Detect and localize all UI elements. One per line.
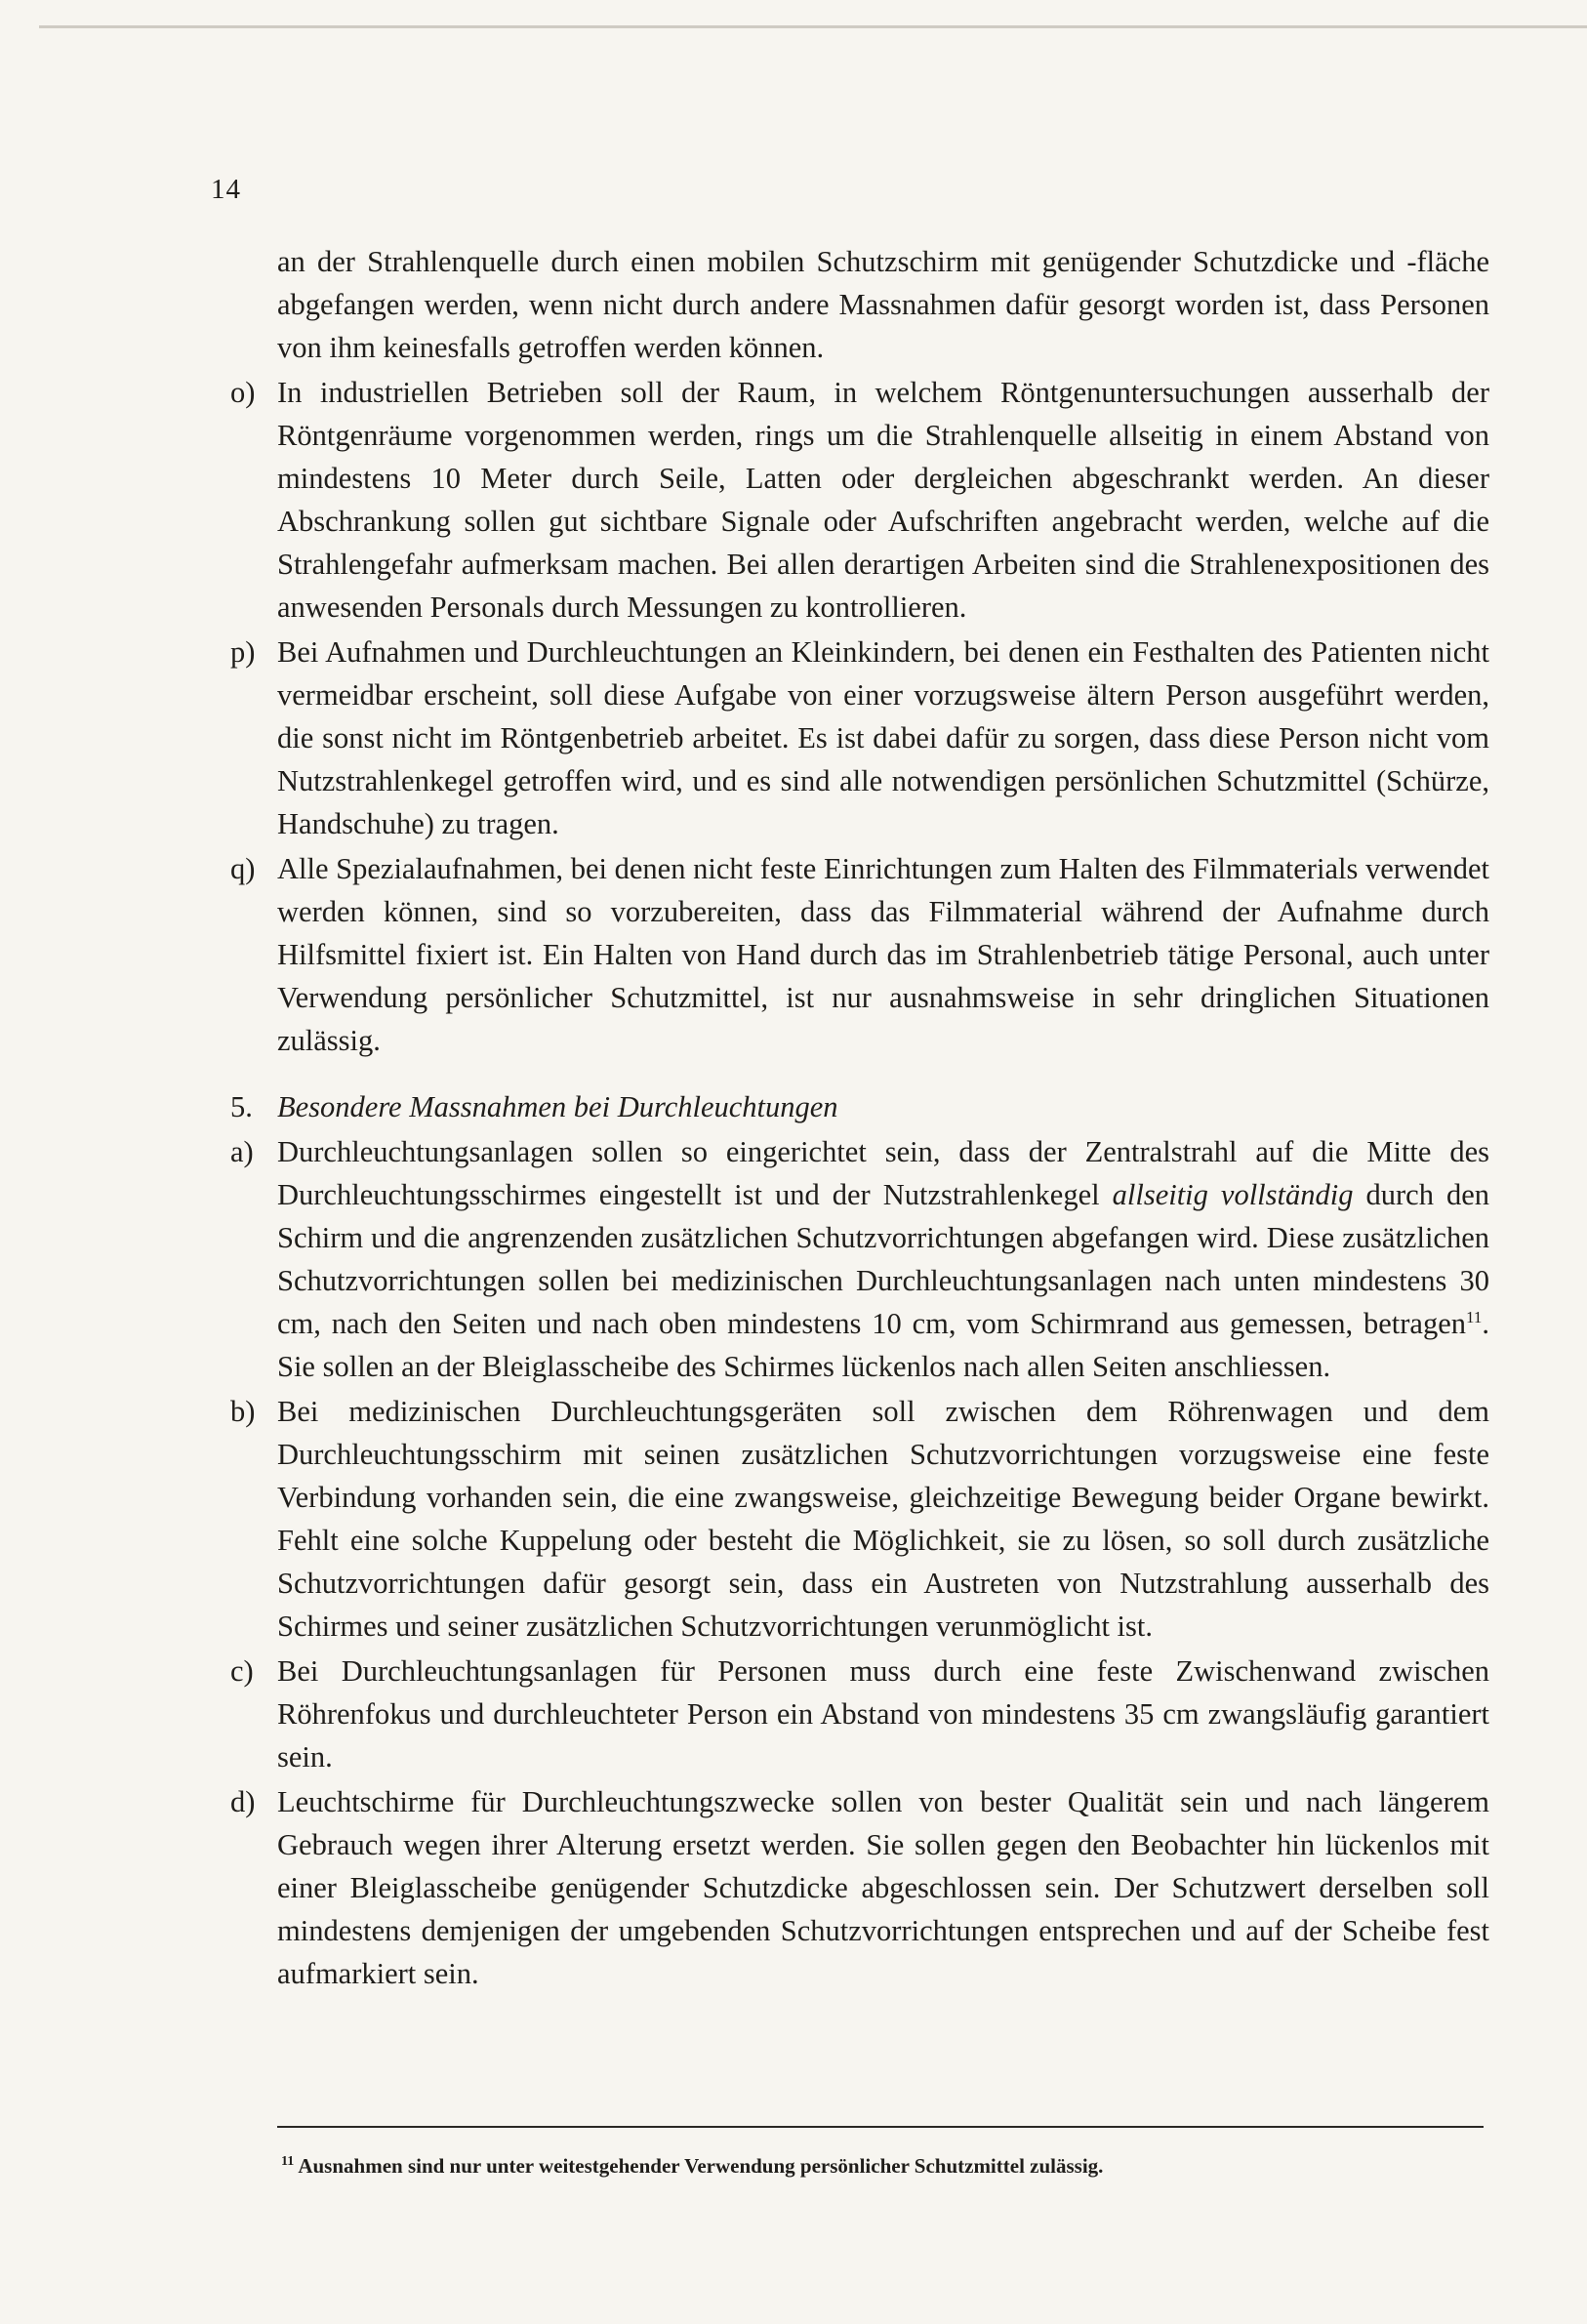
item-marker: p) xyxy=(230,635,256,669)
list-item-b xyxy=(230,1390,1489,1648)
footnote xyxy=(281,2151,1103,2181)
footnote-number: 11 xyxy=(281,2154,295,2169)
footnote-reference: 11 xyxy=(1466,1307,1483,1326)
list-item-c xyxy=(230,1650,1489,1778)
list-item-d xyxy=(230,1780,1489,1995)
top-edge-rule xyxy=(39,25,1587,28)
section-heading xyxy=(230,1085,1489,1128)
list-item-q xyxy=(230,847,1489,1062)
item-marker: q) xyxy=(230,852,256,885)
item-text-part: Durchleuchtungsanlagen sollen so eingerichtet sein, dass der Zentralstrahl auf die Mitte des Durchleuchtungsschirmes eingestellt ist und der Nutzstrahlenkegel xyxy=(277,1135,1489,1211)
item-text: Bei Durchleuchtungsanlagen für Personen muss durch eine feste Zwischenwand zwischen Röhrenfokus und durchleuchteter Person ein Abstand von mindestens 35 cm zwangsläufig garantiert sein. xyxy=(277,1654,1489,1774)
page-body xyxy=(230,240,1489,1997)
item-text xyxy=(277,1130,1489,1388)
list-item-p xyxy=(230,631,1489,845)
section-title: Besondere Massnahmen bei Durchleuchtungen xyxy=(277,1090,838,1123)
item-marker: c) xyxy=(230,1654,254,1688)
item-text: Bei medizinischen Durchleuchtungsgeräten soll zwischen dem Röhrenwagen und dem Durchleuchtungsschirm mit seinen zusätzlichen Schutzvorrichtungen vorzugsweise eine feste Verbindung vorhanden sein, die eine zwangsweise, gleichzeitige Bewegung beider Organe bewirkt. Fehlt eine solche Kuppelung oder besteht die Möglichkeit, sie zu lösen, so soll durch zusätzliche Schutzvorrichtungen dafür gesorgt sein, dass ein Austreten von Nutzstrahlung ausserhalb des Schirmes und seiner zusätzlichen Schutzvorrichtungen verunmöglicht ist. xyxy=(277,1395,1489,1643)
item-marker: o) xyxy=(230,376,256,409)
page-number: 14 xyxy=(211,174,241,205)
intro-paragraph: an der Strahlenquelle durch einen mobilen Schutzschirm mit genügender Schutzdicke und -fläche abgefangen werden, wenn nicht durch andere Massnahmen dafür gesorgt worden ist, dass Personen von ihm keinesfalls getroffen werden können. xyxy=(277,245,1489,364)
item-text: In industriellen Betrieben soll der Raum, in welchem Röntgenuntersuchungen ausserhalb der Röntgenräume vorgenommen werden, rings um die Strahlenquelle allseitig in einem Abstand von mindestens 10 Meter durch Seile, Latten oder dergleichen abgeschrankt werden. An dieser Abschrankung sollen gut sichtbare Signale oder Aufschriften angebracht werden, welche auf die Strahlengefahr aufmerksam machen. Bei allen derartigen Arbeiten sind die Strahlenexpositionen des anwesenden Personals durch Messungen zu kontrollieren. xyxy=(277,376,1489,624)
section-number: 5. xyxy=(230,1090,253,1123)
item-marker: b) xyxy=(230,1395,256,1428)
item-text: Bei Aufnahmen und Durchleuchtungen an Kleinkindern, bei denen ein Festhalten des Patienten nicht vermeidbar erscheint, soll diese Aufgabe von einer vorzugsweise ältern Person ausgeführt werden, die sonst nicht im Röntgenbetrieb arbeitet. Es ist dabei dafür zu sorgen, dass diese Person nicht vom Nutzstrahlenkegel getroffen wird, und es sind alle notwendigen persönlichen Schutzmittel (Schürze, Handschuhe) zu tragen. xyxy=(277,635,1489,840)
item-text-part: . Sie sollen an der Bleiglasscheibe des Schirmes lückenlos nach allen Seiten anschliessen. xyxy=(277,1307,1489,1383)
emphasis-text: allseitig vollständig xyxy=(1112,1178,1354,1211)
list-item-a xyxy=(230,1130,1489,1388)
item-marker: a) xyxy=(230,1135,254,1168)
footnote-text: Ausnahmen sind nur unter weitestgehender Verwendung persönlicher Schutzmittel zulässig. xyxy=(294,2154,1104,2178)
item-text: Leuchtschirme für Durchleuchtungszwecke sollen von bester Qualität sein und nach längerem Gebrauch wegen ihrer Alterung ersetzt werden. Sie sollen gegen den Beobachter hin lückenlos mit einer Bleiglasscheibe genügender Schutzdicke abgeschlossen sein. Der Schutzwert derselben soll mindestens demjenigen der umgebenden Schutzvorrichtungen entsprechen und auf der Scheibe fest aufmarkiert sein. xyxy=(277,1785,1489,1990)
item-text: Alle Spezialaufnahmen, bei denen nicht feste Einrichtungen zum Halten des Filmmaterials verwendet werden können, sind so vorzubereiten, dass das Filmmaterial während der Aufnahme durch Hilfsmittel fixiert ist. Ein Halten von Hand durch das im Strahlenbetrieb tätige Personal, auch unter Verwendung persönlicher Schutzmittel, ist nur ausnahmsweise in sehr dringlichen Situationen zulässig. xyxy=(277,852,1489,1057)
item-text-part: durch den Schirm und die angrenzenden zusätzlichen Schutzvorrichtungen abgefangen wird. Diese zusätzlichen Schutzvorrichtungen sollen bei medizinischen Durchleuchtungsanlagen nach unten mindestens 30 cm, nach den Seiten und nach oben mindestens 10 cm, vom Schirmrand aus gemessen, betragen xyxy=(277,1178,1489,1340)
item-marker: d) xyxy=(230,1785,256,1818)
list-item-o xyxy=(230,371,1489,629)
footnote-divider xyxy=(277,2126,1484,2128)
